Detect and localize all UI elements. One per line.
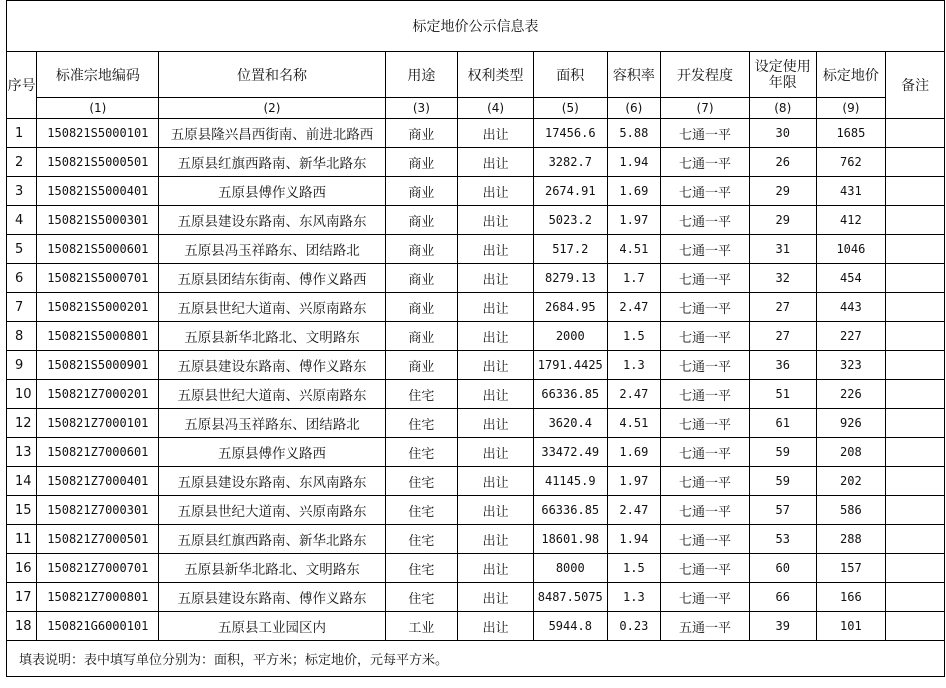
cell-far: 2.47 xyxy=(607,496,661,525)
column-number: (5) xyxy=(533,98,607,119)
cell-location: 五原县世纪大道南、兴原南路东 xyxy=(159,293,385,322)
cell-use: 商业 xyxy=(385,119,458,148)
cell-remark xyxy=(886,206,945,235)
cell-code: 150821S5000901 xyxy=(37,351,159,380)
cell-area: 8279.13 xyxy=(533,264,607,293)
table-row xyxy=(7,119,945,148)
cell-code: 150821G6000101 xyxy=(37,612,159,641)
cell-use: 住宅 xyxy=(385,467,458,496)
cell-price: 431 xyxy=(816,177,886,206)
header-years: 设定使用年限 xyxy=(749,52,816,98)
cell-dev: 七通一平 xyxy=(661,438,750,467)
cell-seq: 6 xyxy=(7,264,37,293)
cell-remark xyxy=(886,119,945,148)
cell-remark xyxy=(886,235,945,264)
cell-price: 412 xyxy=(816,206,886,235)
cell-dev: 七通一平 xyxy=(661,148,750,177)
cell-far: 4.51 xyxy=(607,235,661,264)
cell-code: 150821Z7000701 xyxy=(37,554,159,583)
cell-rights: 出让 xyxy=(458,293,534,322)
cell-rights: 出让 xyxy=(458,264,534,293)
cell-location: 五原县隆兴昌西街南、前进北路西 xyxy=(159,119,385,148)
cell-area: 2684.95 xyxy=(533,293,607,322)
cell-location: 五原县红旗西路南、新华北路东 xyxy=(159,148,385,177)
cell-far: 1.3 xyxy=(607,583,661,612)
cell-use: 商业 xyxy=(385,235,458,264)
cell-far: 1.69 xyxy=(607,177,661,206)
cell-dev: 七通一平 xyxy=(661,496,750,525)
cell-location: 五原县建设东路南、东风南路东 xyxy=(159,206,385,235)
cell-far: 1.3 xyxy=(607,351,661,380)
cell-area: 41145.9 xyxy=(533,467,607,496)
cell-remark xyxy=(886,293,945,322)
cell-area: 2000 xyxy=(533,322,607,351)
cell-far: 5.88 xyxy=(607,119,661,148)
cell-far: 1.94 xyxy=(607,525,661,554)
table-row xyxy=(7,467,945,496)
cell-rights: 出让 xyxy=(458,467,534,496)
cell-years: 27 xyxy=(749,293,816,322)
cell-far: 1.5 xyxy=(607,322,661,351)
cell-price: 443 xyxy=(816,293,886,322)
cell-rights: 出让 xyxy=(458,496,534,525)
cell-rights: 出让 xyxy=(458,235,534,264)
cell-dev: 七通一平 xyxy=(661,177,750,206)
cell-use: 住宅 xyxy=(385,525,458,554)
cell-seq: 11 xyxy=(7,525,37,554)
cell-price: 454 xyxy=(816,264,886,293)
cell-code: 150821S5000401 xyxy=(37,177,159,206)
cell-remark xyxy=(886,554,945,583)
cell-location: 五原县团结东街南、傅作义路西 xyxy=(159,264,385,293)
cell-code: 150821S5000201 xyxy=(37,293,159,322)
cell-seq: 10 xyxy=(7,380,37,409)
cell-use: 商业 xyxy=(385,293,458,322)
cell-dev: 七通一平 xyxy=(661,583,750,612)
table-row xyxy=(7,148,945,177)
cell-dev: 七通一平 xyxy=(661,293,750,322)
cell-dev: 七通一平 xyxy=(661,380,750,409)
cell-location: 五原县红旗西路南、新华北路东 xyxy=(159,525,385,554)
cell-years: 51 xyxy=(749,380,816,409)
header-price: 标定地价 xyxy=(816,52,886,98)
cell-far: 1.94 xyxy=(607,148,661,177)
cell-price: 202 xyxy=(816,467,886,496)
cell-far: 2.47 xyxy=(607,380,661,409)
cell-use: 住宅 xyxy=(385,496,458,525)
cell-seq: 7 xyxy=(7,293,37,322)
cell-remark xyxy=(886,322,945,351)
table-row xyxy=(7,235,945,264)
table-row xyxy=(7,583,945,612)
cell-years: 32 xyxy=(749,264,816,293)
table-row xyxy=(7,438,945,467)
cell-remark xyxy=(886,380,945,409)
cell-location: 五原县冯玉祥路东、团结路北 xyxy=(159,235,385,264)
cell-seq: 17 xyxy=(7,583,37,612)
cell-code: 150821Z7000801 xyxy=(37,583,159,612)
cell-price: 166 xyxy=(816,583,886,612)
cell-price: 1685 xyxy=(816,119,886,148)
cell-code: 150821Z7000501 xyxy=(37,525,159,554)
header-location: 位置和名称 xyxy=(159,52,385,98)
table-row xyxy=(7,264,945,293)
cell-location: 五原县新华北路北、文明路东 xyxy=(159,322,385,351)
cell-price: 1046 xyxy=(816,235,886,264)
column-number: (3) xyxy=(385,98,458,119)
column-number: (2) xyxy=(159,98,385,119)
cell-area: 5023.2 xyxy=(533,206,607,235)
cell-rights: 出让 xyxy=(458,119,534,148)
cell-rights: 出让 xyxy=(458,612,534,641)
cell-dev: 七通一平 xyxy=(661,467,750,496)
cell-location: 五原县新华北路北、文明路东 xyxy=(159,554,385,583)
cell-area: 18601.98 xyxy=(533,525,607,554)
cell-area: 2674.91 xyxy=(533,177,607,206)
column-number: (4) xyxy=(458,98,534,119)
table-row xyxy=(7,612,945,641)
cell-rights: 出让 xyxy=(458,177,534,206)
cell-use: 商业 xyxy=(385,264,458,293)
cell-dev: 七通一平 xyxy=(661,264,750,293)
cell-code: 150821Z7000201 xyxy=(37,380,159,409)
cell-use: 商业 xyxy=(385,322,458,351)
header-area: 面积 xyxy=(533,52,607,98)
cell-rights: 出让 xyxy=(458,409,534,438)
column-number: (7) xyxy=(661,98,750,119)
cell-seq: 15 xyxy=(7,496,37,525)
table-title: 标定地价公示信息表 xyxy=(7,1,945,52)
cell-location: 五原县工业园区内 xyxy=(159,612,385,641)
cell-remark xyxy=(886,583,945,612)
cell-seq: 3 xyxy=(7,177,37,206)
table-row xyxy=(7,322,945,351)
cell-seq: 12 xyxy=(7,409,37,438)
cell-area: 517.2 xyxy=(533,235,607,264)
cell-use: 住宅 xyxy=(385,380,458,409)
cell-rights: 出让 xyxy=(458,380,534,409)
cell-area: 66336.85 xyxy=(533,380,607,409)
cell-rights: 出让 xyxy=(458,583,534,612)
cell-rights: 出让 xyxy=(458,148,534,177)
cell-location: 五原县建设东路南、傅作义路东 xyxy=(159,351,385,380)
cell-years: 60 xyxy=(749,554,816,583)
cell-area: 66336.85 xyxy=(533,496,607,525)
column-number: (6) xyxy=(607,98,661,119)
cell-dev: 七通一平 xyxy=(661,235,750,264)
cell-dev: 七通一平 xyxy=(661,351,750,380)
cell-area: 33472.49 xyxy=(533,438,607,467)
cell-rights: 出让 xyxy=(458,554,534,583)
cell-area: 8487.5075 xyxy=(533,583,607,612)
cell-dev: 七通一平 xyxy=(661,409,750,438)
cell-code: 150821Z7000401 xyxy=(37,467,159,496)
cell-location: 五原县世纪大道南、兴原南路东 xyxy=(159,496,385,525)
cell-seq: 8 xyxy=(7,322,37,351)
cell-location: 五原县建设东路南、东风南路东 xyxy=(159,467,385,496)
cell-location: 五原县建设东路南、傅作义路东 xyxy=(159,583,385,612)
cell-years: 39 xyxy=(749,612,816,641)
cell-rights: 出让 xyxy=(458,206,534,235)
cell-use: 工业 xyxy=(385,612,458,641)
cell-price: 157 xyxy=(816,554,886,583)
cell-rights: 出让 xyxy=(458,438,534,467)
cell-dev: 七通一平 xyxy=(661,554,750,583)
cell-code: 150821S5000301 xyxy=(37,206,159,235)
cell-seq: 13 xyxy=(7,438,37,467)
table-row xyxy=(7,380,945,409)
cell-far: 1.97 xyxy=(607,206,661,235)
cell-use: 住宅 xyxy=(385,438,458,467)
cell-location: 五原县傅作义路西 xyxy=(159,177,385,206)
cell-years: 57 xyxy=(749,496,816,525)
cell-area: 3620.4 xyxy=(533,409,607,438)
cell-code: 150821S5000501 xyxy=(37,148,159,177)
cell-rights: 出让 xyxy=(458,322,534,351)
cell-years: 61 xyxy=(749,409,816,438)
cell-far: 1.69 xyxy=(607,438,661,467)
cell-years: 29 xyxy=(749,177,816,206)
cell-area: 3282.7 xyxy=(533,148,607,177)
cell-area: 8000 xyxy=(533,554,607,583)
cell-price: 288 xyxy=(816,525,886,554)
cell-code: 150821Z7000301 xyxy=(37,496,159,525)
cell-years: 36 xyxy=(749,351,816,380)
cell-remark xyxy=(886,409,945,438)
cell-use: 住宅 xyxy=(385,583,458,612)
table-row xyxy=(7,177,945,206)
header-seq: 序号 xyxy=(7,52,37,119)
cell-remark xyxy=(886,351,945,380)
cell-use: 商业 xyxy=(385,351,458,380)
cell-use: 商业 xyxy=(385,177,458,206)
cell-seq: 2 xyxy=(7,148,37,177)
cell-far: 0.23 xyxy=(607,612,661,641)
cell-seq: 9 xyxy=(7,351,37,380)
table-note: 填表说明：表中填写单位分别为：面积，平方米；标定地价，元每平方米。 xyxy=(7,641,945,677)
cell-seq: 5 xyxy=(7,235,37,264)
cell-years: 59 xyxy=(749,438,816,467)
column-number: (9) xyxy=(816,98,886,119)
header-remark: 备注 xyxy=(886,52,945,119)
column-number: (8) xyxy=(749,98,816,119)
cell-price: 762 xyxy=(816,148,886,177)
cell-remark xyxy=(886,496,945,525)
cell-seq: 18 xyxy=(7,612,37,641)
cell-use: 商业 xyxy=(385,148,458,177)
cell-far: 1.97 xyxy=(607,467,661,496)
cell-years: 66 xyxy=(749,583,816,612)
table-row xyxy=(7,525,945,554)
cell-years: 27 xyxy=(749,322,816,351)
cell-use: 住宅 xyxy=(385,554,458,583)
table-row xyxy=(7,206,945,235)
header-use: 用途 xyxy=(385,52,458,98)
cell-area: 1791.4425 xyxy=(533,351,607,380)
cell-seq: 16 xyxy=(7,554,37,583)
cell-price: 323 xyxy=(816,351,886,380)
cell-seq: 4 xyxy=(7,206,37,235)
table-row xyxy=(7,409,945,438)
cell-remark xyxy=(886,525,945,554)
cell-price: 226 xyxy=(816,380,886,409)
cell-use: 住宅 xyxy=(385,409,458,438)
cell-dev: 七通一平 xyxy=(661,322,750,351)
header-code: 标准宗地编码 xyxy=(37,52,159,98)
cell-location: 五原县傅作义路西 xyxy=(159,438,385,467)
cell-years: 26 xyxy=(749,148,816,177)
cell-remark xyxy=(886,612,945,641)
land-price-table xyxy=(6,0,945,677)
cell-area: 17456.6 xyxy=(533,119,607,148)
table-row xyxy=(7,351,945,380)
header-rights: 权利类型 xyxy=(458,52,534,98)
cell-price: 101 xyxy=(816,612,886,641)
header-far: 容积率 xyxy=(607,52,661,98)
cell-price: 586 xyxy=(816,496,886,525)
table-row xyxy=(7,554,945,583)
cell-far: 1.7 xyxy=(607,264,661,293)
cell-far: 4.51 xyxy=(607,409,661,438)
cell-code: 150821Z7000101 xyxy=(37,409,159,438)
cell-code: 150821Z7000601 xyxy=(37,438,159,467)
cell-rights: 出让 xyxy=(458,351,534,380)
cell-dev: 七通一平 xyxy=(661,119,750,148)
table-row xyxy=(7,496,945,525)
cell-use: 商业 xyxy=(385,206,458,235)
cell-price: 227 xyxy=(816,322,886,351)
cell-seq: 1 xyxy=(7,119,37,148)
cell-years: 31 xyxy=(749,235,816,264)
cell-code: 150821S5000701 xyxy=(37,264,159,293)
cell-dev: 五通一平 xyxy=(661,612,750,641)
cell-remark xyxy=(886,148,945,177)
column-number: (1) xyxy=(37,98,159,119)
cell-far: 2.47 xyxy=(607,293,661,322)
cell-code: 150821S5000601 xyxy=(37,235,159,264)
cell-years: 59 xyxy=(749,467,816,496)
cell-remark xyxy=(886,467,945,496)
cell-remark xyxy=(886,438,945,467)
cell-price: 926 xyxy=(816,409,886,438)
cell-far: 1.5 xyxy=(607,554,661,583)
cell-remark xyxy=(886,177,945,206)
cell-location: 五原县世纪大道南、兴原南路东 xyxy=(159,380,385,409)
cell-years: 29 xyxy=(749,206,816,235)
cell-seq: 14 xyxy=(7,467,37,496)
header-dev: 开发程度 xyxy=(661,52,750,98)
cell-years: 53 xyxy=(749,525,816,554)
cell-code: 150821S5000101 xyxy=(37,119,159,148)
cell-price: 208 xyxy=(816,438,886,467)
cell-code: 150821S5000801 xyxy=(37,322,159,351)
cell-rights: 出让 xyxy=(458,525,534,554)
cell-dev: 七通一平 xyxy=(661,525,750,554)
cell-area: 5944.8 xyxy=(533,612,607,641)
cell-remark xyxy=(886,264,945,293)
table-row xyxy=(7,293,945,322)
cell-location: 五原县冯玉祥路东、团结路北 xyxy=(159,409,385,438)
cell-dev: 七通一平 xyxy=(661,206,750,235)
cell-years: 30 xyxy=(749,119,816,148)
